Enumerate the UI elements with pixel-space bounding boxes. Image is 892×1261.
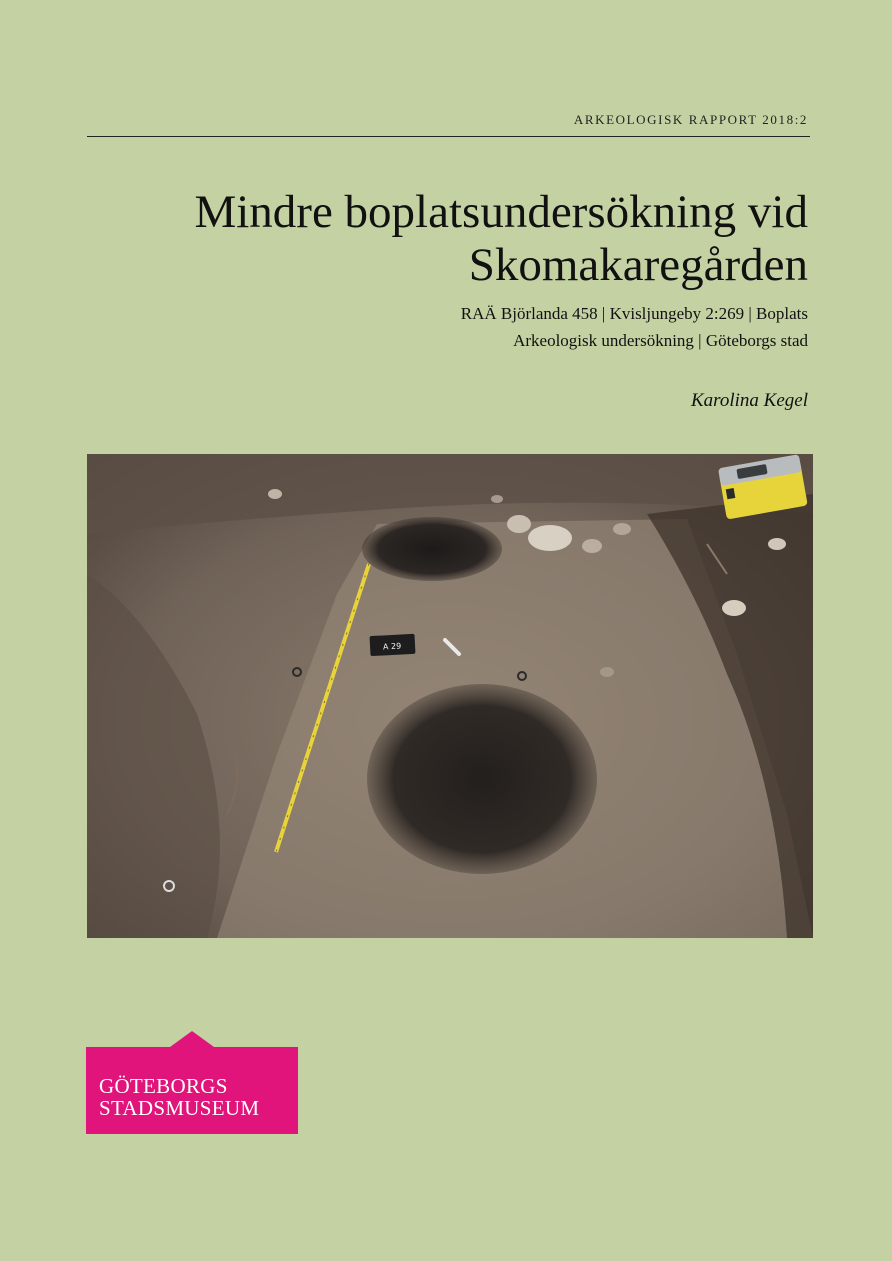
author-name: Karolina Kegel (691, 390, 808, 411)
svg-text:A 29: A 29 (382, 641, 402, 652)
excavation-photo (87, 454, 813, 938)
header-rule (87, 136, 810, 137)
excavation-photo-illustration (87, 454, 813, 938)
subtitle-line-2: Arkeologisk undersökning | Göteborgs stad (513, 331, 808, 350)
subtitle-line-1: RAÄ Björlanda 458 | Kvisljungeby 2:269 | Boplats (460, 304, 808, 323)
museum-logo (86, 1029, 298, 1134)
logo-line-1: GÖTEBORGS (99, 1074, 228, 1098)
report-title (108, 186, 808, 292)
title-line-1: Mindre boplatsundersökning vid (194, 186, 808, 238)
logo-text (99, 1075, 259, 1119)
series-label: ARKEOLOGISK RAPPORT 2018:2 (573, 112, 808, 127)
logo-line-2: STADSMUSEUM (99, 1096, 260, 1120)
title-line-2: Skomakaregården (468, 239, 808, 291)
